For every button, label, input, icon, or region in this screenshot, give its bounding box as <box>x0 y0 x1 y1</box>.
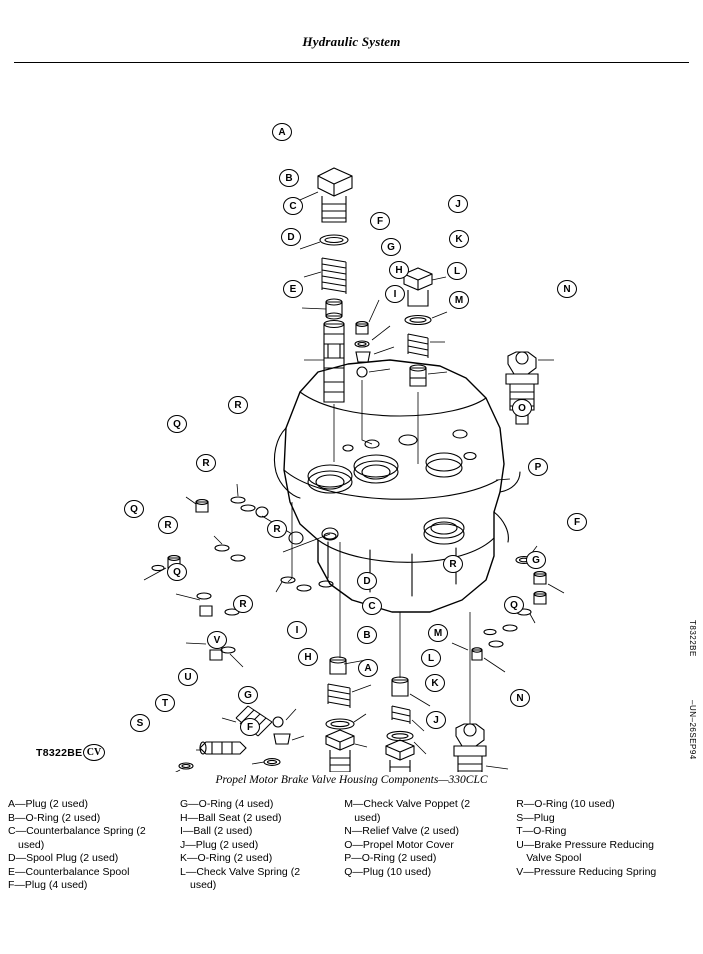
callout-m: M <box>428 624 448 642</box>
callout-d: D <box>357 572 377 590</box>
callout-a: A <box>358 659 378 677</box>
callout-i: I <box>287 621 307 639</box>
callout-q: Q <box>167 415 187 433</box>
callout-k: K <box>449 230 469 248</box>
legend-item: Q—Plug (10 used) <box>344 865 432 878</box>
callout-t: T <box>155 694 175 712</box>
callout-r: R <box>228 396 248 414</box>
legend-item: Valve Spool <box>526 852 582 864</box>
legend-item: used) <box>18 838 45 851</box>
legend-item: L—Check Valve Spring (2 <box>180 865 301 878</box>
callout-f: F <box>370 212 390 230</box>
legend-column-4 <box>516 798 696 893</box>
callout-i: I <box>385 285 405 303</box>
legend-item: E—Counterbalance Spool <box>8 865 130 878</box>
callout-u: U <box>178 668 198 686</box>
callout-j: J <box>448 195 468 213</box>
legend-item: B—O-Ring (2 used) <box>8 811 101 824</box>
legend-item: F—Plug (4 used) <box>8 879 88 891</box>
callout-b: B <box>279 169 299 187</box>
callout-d: D <box>281 228 301 246</box>
legend-item: R—O-Ring (10 used) <box>516 798 615 810</box>
legend-item: P—O-Ring (2 used) <box>344 852 437 864</box>
exploded-view-figure <box>0 72 703 772</box>
callout-n: N <box>510 689 530 707</box>
legend-column-1 <box>8 798 180 893</box>
callout-s: S <box>130 714 150 732</box>
legend-item: T—O-Ring <box>516 825 567 837</box>
callout-l: L <box>421 649 441 667</box>
callout-g: G <box>526 551 546 569</box>
figure-code: T8322BE <box>36 747 83 759</box>
callout-g: G <box>381 238 401 256</box>
legend-item: M—Check Valve Poppet (2 <box>344 798 471 810</box>
callout-f: F <box>567 513 587 531</box>
legend-item: I—Ball (2 used) <box>180 825 253 837</box>
legend-item: V—Pressure Reducing Spring <box>516 865 657 878</box>
callout-p: P <box>528 458 548 476</box>
callout-r: R <box>233 595 253 613</box>
figure-side-date-code: –UN–26SEP94 <box>688 700 697 760</box>
callout-r: R <box>267 520 287 538</box>
legend-item: H—Ball Seat (2 used) <box>180 811 282 824</box>
legend-column-2 <box>180 798 344 893</box>
callout-o: O <box>512 399 532 417</box>
cv-badge <box>83 744 105 761</box>
callout-n: N <box>557 280 577 298</box>
callout-g: G <box>238 686 258 704</box>
legend-item: used) <box>190 879 217 891</box>
legend-item: D—Spool Plug (2 used) <box>8 852 119 864</box>
figure-caption: Propel Motor Brake Valve Housing Components—330CLC <box>215 774 488 786</box>
page-header <box>0 34 703 50</box>
callout-q: Q <box>124 500 144 518</box>
cv-badge-label: CV <box>86 747 102 758</box>
callout-j: J <box>426 711 446 729</box>
figure-linework <box>0 72 703 772</box>
callout-a: A <box>272 123 292 141</box>
legend-item: used) <box>354 811 381 824</box>
callout-v: V <box>207 631 227 649</box>
header-divider <box>14 62 689 63</box>
legend-item: O—Propel Motor Cover <box>344 838 454 851</box>
callout-m: M <box>449 291 469 309</box>
legend-column-3 <box>344 798 516 893</box>
legend-item: U—Brake Pressure Reducing <box>516 838 654 851</box>
legend-item: G—O-Ring (4 used) <box>180 798 274 810</box>
callout-c: C <box>283 197 303 215</box>
callout-r: R <box>158 516 178 534</box>
callout-r: R <box>196 454 216 472</box>
figure-side-code: T8322BE <box>688 620 697 657</box>
callout-b: B <box>357 626 377 644</box>
callout-q: Q <box>167 563 187 581</box>
callout-l: L <box>447 262 467 280</box>
callout-h: H <box>298 648 318 666</box>
legend-item: S—Plug <box>516 811 555 824</box>
legend-item: C—Counterbalance Spring (2 <box>8 825 146 837</box>
legend-item: J—Plug (2 used) <box>180 838 259 851</box>
parts-legend <box>8 798 696 893</box>
callout-h: H <box>389 261 409 279</box>
legend-item: A—Plug (2 used) <box>8 798 88 810</box>
callout-r: R <box>443 555 463 573</box>
callout-q: Q <box>504 596 524 614</box>
callout-c: C <box>362 597 382 615</box>
callout-k: K <box>425 674 445 692</box>
callout-e: E <box>283 280 303 298</box>
legend-item: N—Relief Valve (2 used) <box>344 825 459 837</box>
callout-f: F <box>240 718 260 736</box>
page-title: Hydraulic System <box>302 34 401 49</box>
legend-item: K—O-Ring (2 used) <box>180 852 273 864</box>
